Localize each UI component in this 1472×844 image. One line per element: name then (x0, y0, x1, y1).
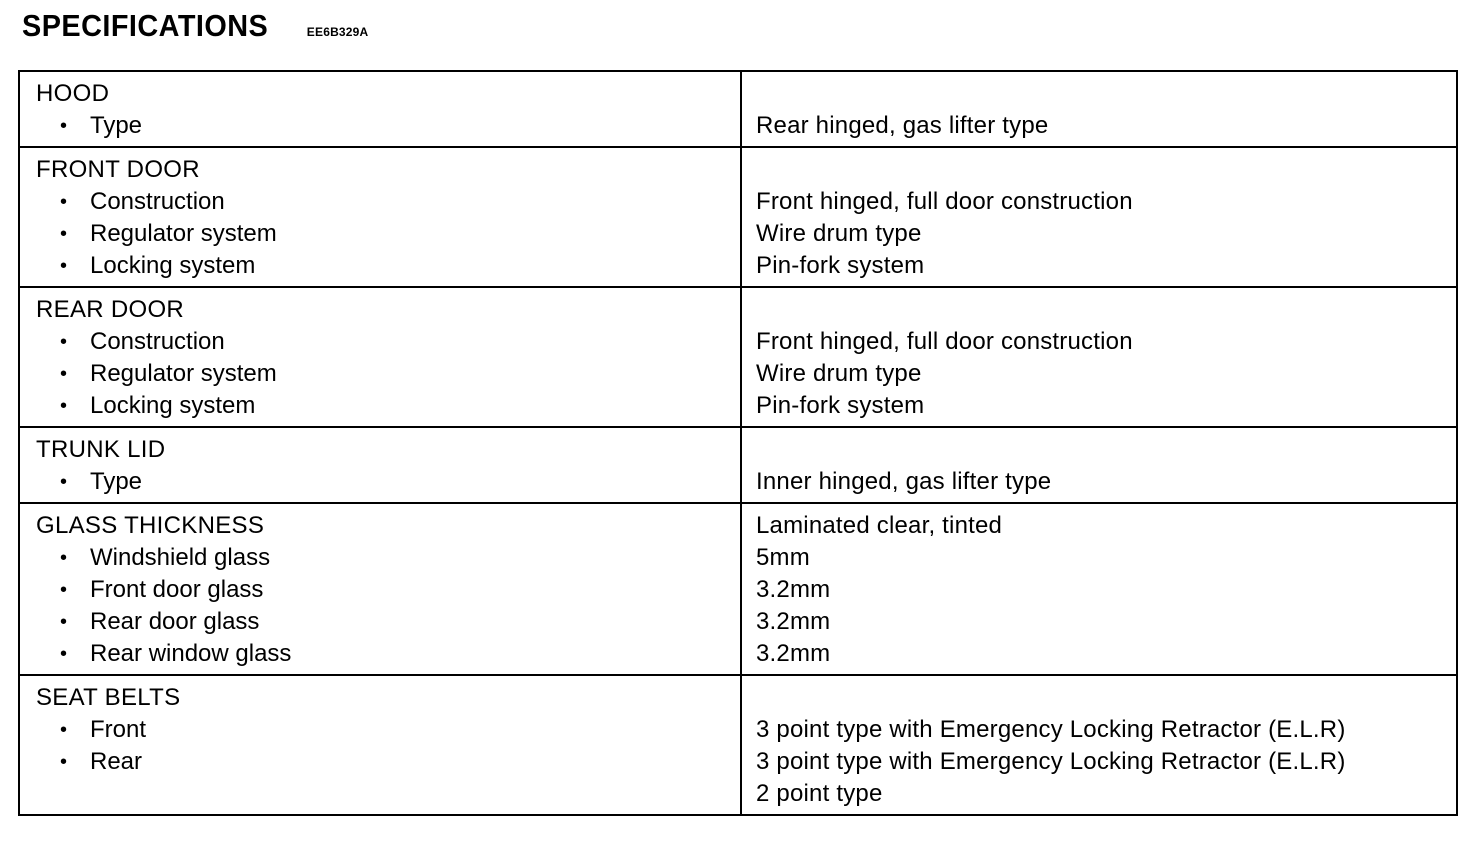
glass-thickness-label-cell (19, 503, 741, 675)
item-label: Type (90, 112, 143, 139)
spec-value: Rear hinged, gas lifter type (756, 112, 1049, 139)
bullet-icon: • (60, 363, 68, 385)
table-row-front-door (19, 147, 1457, 287)
spec-value: Inner hinged, gas lifter type (756, 468, 1052, 495)
spec-value: 3.2mm (756, 640, 831, 667)
section-title-hood: HOOD (36, 80, 110, 107)
list-item (36, 390, 740, 422)
section-title-front-door: FRONT DOOR (36, 156, 200, 183)
list-item (36, 358, 740, 390)
spec-value: Wire drum type (756, 360, 922, 387)
bullet-icon: • (60, 395, 68, 417)
item-label: Locking system (90, 252, 256, 279)
list-item (36, 606, 740, 638)
table-row-trunk-lid (19, 427, 1457, 503)
specifications-table (18, 70, 1458, 816)
item-label: Regulator system (90, 360, 277, 387)
bullet-icon: • (60, 471, 68, 493)
spec-value: 3 point type with Emergency Locking Retractor (E.L.R) (756, 716, 1346, 743)
bullet-icon: • (60, 547, 68, 569)
item-label: Rear window glass (90, 640, 292, 667)
spec-value: 3.2mm (756, 608, 831, 635)
bullet-icon: • (60, 643, 68, 665)
bullet-icon: • (60, 579, 68, 601)
list-item (36, 574, 740, 606)
section-title-glass-thickness: GLASS THICKNESS (36, 512, 265, 539)
item-label: Construction (90, 328, 225, 355)
item-label: Front (90, 716, 147, 743)
list-item (36, 110, 740, 142)
list-item (36, 746, 740, 778)
bullet-icon: • (60, 331, 68, 353)
bullet-icon: • (60, 191, 68, 213)
bullet-icon: • (60, 611, 68, 633)
item-label: Regulator system (90, 220, 277, 247)
bullet-icon: • (60, 223, 68, 245)
spec-value: 2 point type (756, 780, 883, 807)
bullet-icon: • (60, 255, 68, 277)
item-label: Construction (90, 188, 225, 215)
item-label: Windshield glass (90, 544, 271, 571)
bullet-icon: • (60, 719, 68, 741)
item-label: Rear (90, 748, 143, 775)
item-label: Type (90, 468, 143, 495)
bullet-icon: • (60, 115, 68, 137)
spec-value: Laminated clear, tinted (756, 512, 1003, 539)
list-item (36, 326, 740, 358)
table-row-hood (19, 71, 1457, 147)
seat-belts-label-cell (19, 675, 741, 815)
spec-value: 5mm (756, 544, 810, 571)
item-label: Locking system (90, 392, 256, 419)
trunk-lid-label-cell (19, 427, 741, 503)
spec-value: Front hinged, full door construction (756, 188, 1133, 215)
table-row-glass-thickness (19, 503, 1457, 675)
list-item (36, 250, 740, 282)
section-title-seat-belts: SEAT BELTS (36, 684, 181, 711)
item-label: Rear door glass (90, 608, 260, 635)
glass-thickness-value-cell (741, 503, 1457, 675)
rear-door-value-cell (741, 287, 1457, 427)
table-row-rear-door (19, 287, 1457, 427)
bullet-icon: • (60, 751, 68, 773)
section-title-rear-door: REAR DOOR (36, 296, 185, 323)
spec-value: Front hinged, full door construction (756, 328, 1133, 355)
spec-value: Pin-fork system (756, 252, 925, 279)
list-item (36, 466, 740, 498)
hood-label-cell (19, 71, 741, 147)
section-title-trunk-lid: TRUNK LID (36, 436, 166, 463)
list-item (36, 542, 740, 574)
table-row-seat-belts (19, 675, 1457, 815)
hood-value-cell (741, 71, 1457, 147)
item-label: Front door glass (90, 576, 264, 603)
seat-belts-value-cell (741, 675, 1457, 815)
list-item (36, 218, 740, 250)
list-item (36, 186, 740, 218)
spec-value: Pin-fork system (756, 392, 925, 419)
page-header (22, 8, 368, 44)
list-item (36, 714, 740, 746)
spec-value: 3.2mm (756, 576, 831, 603)
list-item (36, 638, 740, 670)
spec-value: Wire drum type (756, 220, 922, 247)
trunk-lid-value-cell (741, 427, 1457, 503)
spec-value: 3 point type with Emergency Locking Retractor (E.L.R) (756, 748, 1346, 775)
front-door-value-cell (741, 147, 1457, 287)
front-door-label-cell (19, 147, 741, 287)
document-code: EE6B329A (306, 25, 369, 39)
page-title: SPECIFICATIONS (22, 8, 269, 43)
rear-door-label-cell (19, 287, 741, 427)
